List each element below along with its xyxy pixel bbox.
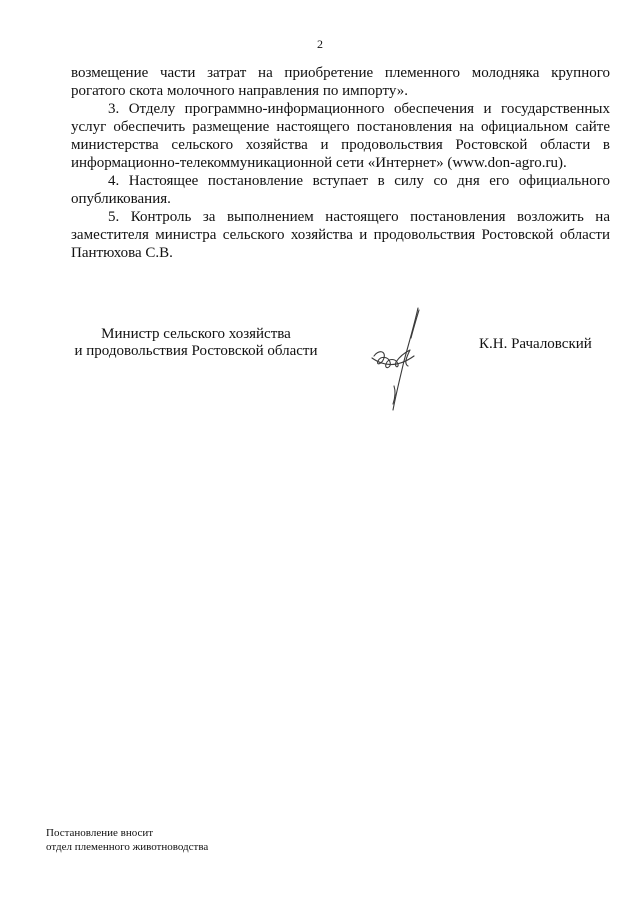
signer-name: К.Н. Рачаловский [479,336,592,352]
document-body [71,64,610,262]
signature-block [71,326,610,416]
paragraph-continuation: возмещение части затрат на приобретение племенного молодняка крупного рогатого скота молочного направления по импорту». [71,65,610,99]
signer-position-line1: Министр сельского хозяйства [101,326,291,342]
page-number: 2 [317,37,323,51]
footer-line1: Постановление вносит [46,827,154,839]
signer-position-line2: и продовольствия Ростовской области [74,343,318,359]
footer-line2: отдел племенного животноводства [46,841,209,853]
paragraph-item-3: 3. Отделу программно-информационного обеспечения и государственных услуг обеспечить размещение настоящего постановления на официальном сайте министерства сельского хозяйства и продовольствия Ростовской области в информационно-телекоммуникационной сети «Интернет» (www.don-agro.ru). [71,101,610,171]
paragraph-item-4: 4. Настоящее постановление вступает в силу со дня его официального опубликования. [71,173,610,207]
paragraph-item-5: 5. Контроль за выполнением настоящего постановления возложить на заместителя министра сельского хозяйства и продовольствия Ростовской области Пантюхова С.В. [71,209,610,261]
footer-note [46,826,208,854]
signer-position [71,326,321,360]
handwritten-signature [366,306,436,416]
